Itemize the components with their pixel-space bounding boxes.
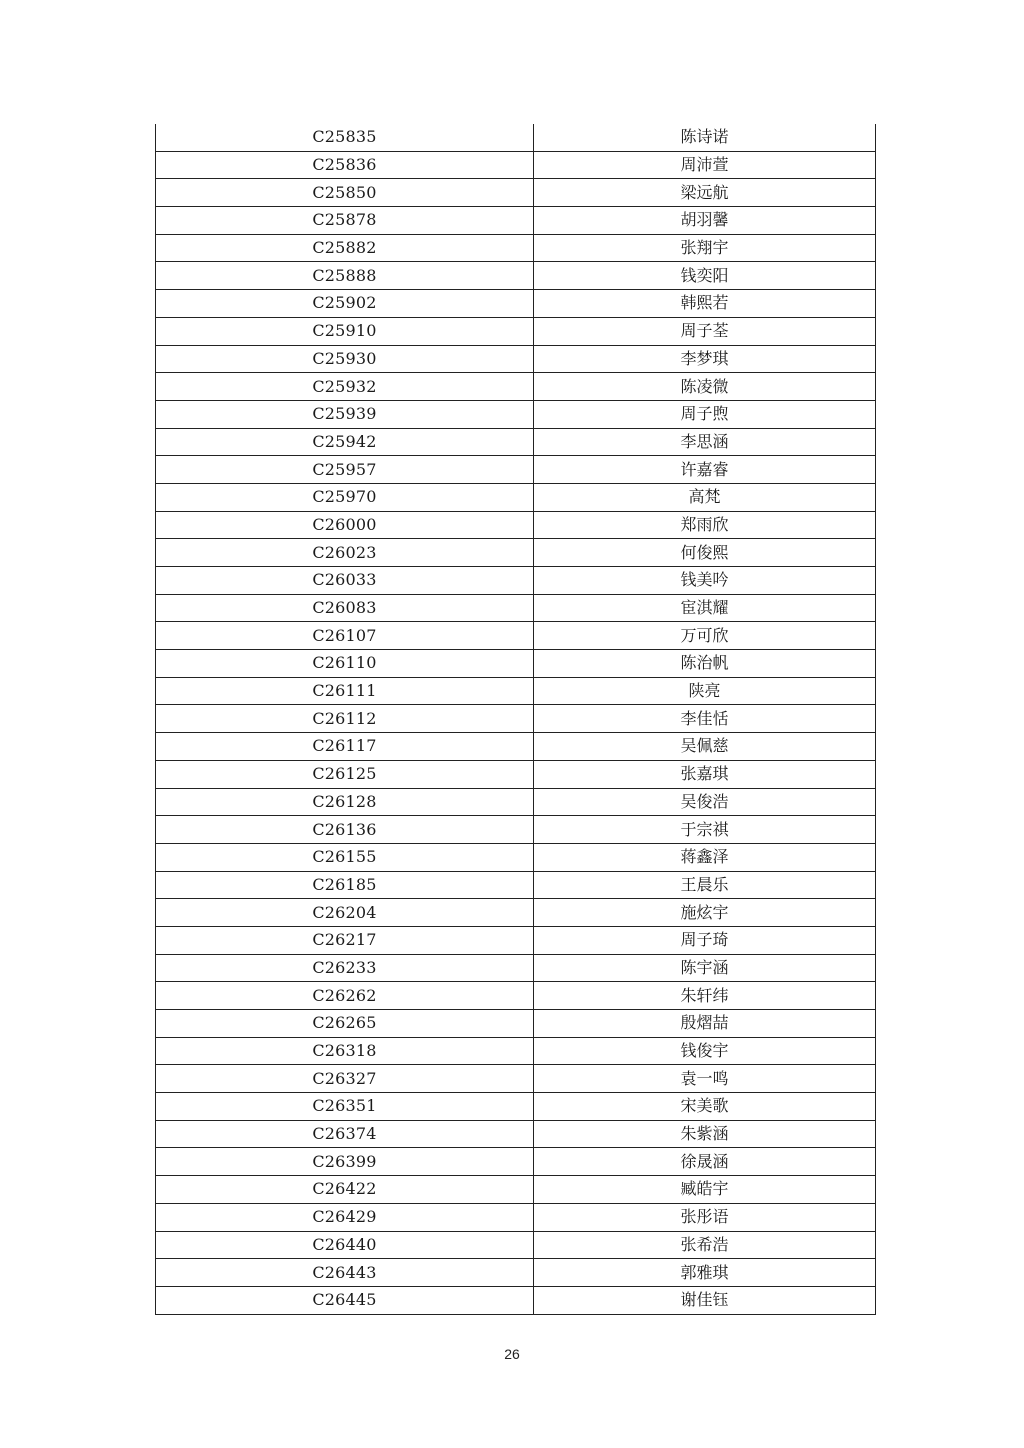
student-id-cell: C26117	[156, 733, 534, 761]
page-number: 26	[504, 1346, 520, 1362]
roster-table-body	[156, 124, 876, 1314]
student-name-cell: 臧皓宇	[534, 1176, 876, 1204]
table-row	[156, 1259, 876, 1287]
student-name-cell: 徐晟涵	[534, 1148, 876, 1176]
table-row	[156, 317, 876, 345]
table-row	[156, 234, 876, 262]
student-name-cell: 吴佩慈	[534, 733, 876, 761]
student-name-cell: 郭雅琪	[534, 1259, 876, 1287]
student-id-cell: C26033	[156, 567, 534, 595]
student-name-cell: 钱奕阳	[534, 262, 876, 290]
student-name-cell: 许嘉睿	[534, 456, 876, 484]
student-name-cell: 李思涵	[534, 428, 876, 456]
student-id-cell: C25878	[156, 207, 534, 235]
student-id-cell: C26445	[156, 1286, 534, 1314]
student-name-cell: 陈凌微	[534, 373, 876, 401]
student-id-cell: C26429	[156, 1203, 534, 1231]
student-name-cell: 施炫宇	[534, 899, 876, 927]
student-id-cell: C26112	[156, 705, 534, 733]
table-row	[156, 622, 876, 650]
table-row	[156, 1231, 876, 1259]
student-id-cell: C26374	[156, 1120, 534, 1148]
student-id-cell: C26110	[156, 650, 534, 678]
table-row	[156, 650, 876, 678]
table-row	[156, 456, 876, 484]
student-name-cell: 周子煦	[534, 400, 876, 428]
table-row	[156, 871, 876, 899]
table-row	[156, 400, 876, 428]
student-name-cell: 李佳恬	[534, 705, 876, 733]
student-name-cell: 朱轩纬	[534, 982, 876, 1010]
student-id-cell: C26351	[156, 1093, 534, 1121]
roster-table	[155, 124, 876, 1315]
student-name-cell: 王晨乐	[534, 871, 876, 899]
table-row	[156, 151, 876, 179]
table-row	[156, 1120, 876, 1148]
student-name-cell: 袁一鸣	[534, 1065, 876, 1093]
table-row	[156, 899, 876, 927]
student-id-cell: C26107	[156, 622, 534, 650]
student-id-cell: C25835	[156, 124, 534, 151]
student-name-cell: 胡羽馨	[534, 207, 876, 235]
student-id-cell: C25910	[156, 317, 534, 345]
student-id-cell: C25850	[156, 179, 534, 207]
student-id-cell: C25930	[156, 345, 534, 373]
student-id-cell: C25902	[156, 290, 534, 318]
table-row	[156, 539, 876, 567]
table-row	[156, 926, 876, 954]
student-name-cell: 殷熠喆	[534, 1010, 876, 1038]
table-row	[156, 290, 876, 318]
student-name-cell: 钱俊宇	[534, 1037, 876, 1065]
student-name-cell: 陈宇涵	[534, 954, 876, 982]
table-row	[156, 705, 876, 733]
student-name-cell: 周子荃	[534, 317, 876, 345]
student-name-cell: 张彤语	[534, 1203, 876, 1231]
student-name-cell: 张嘉琪	[534, 760, 876, 788]
table-row	[156, 207, 876, 235]
student-name-cell: 陈诗诺	[534, 124, 876, 151]
student-name-cell: 周子琦	[534, 926, 876, 954]
table-row	[156, 1148, 876, 1176]
table-row	[156, 760, 876, 788]
student-id-cell: C25882	[156, 234, 534, 262]
student-name-cell: 宋美歌	[534, 1093, 876, 1121]
student-name-cell: 陕亮	[534, 677, 876, 705]
table-row	[156, 511, 876, 539]
student-name-cell: 张希浩	[534, 1231, 876, 1259]
student-id-cell: C26318	[156, 1037, 534, 1065]
student-id-cell: C26185	[156, 871, 534, 899]
table-row	[156, 816, 876, 844]
student-id-cell: C26000	[156, 511, 534, 539]
student-id-cell: C26023	[156, 539, 534, 567]
table-row	[156, 594, 876, 622]
student-id-cell: C25957	[156, 456, 534, 484]
student-id-cell: C26440	[156, 1231, 534, 1259]
student-id-cell: C26327	[156, 1065, 534, 1093]
student-id-cell: C26265	[156, 1010, 534, 1038]
table-row	[156, 1203, 876, 1231]
table-row	[156, 982, 876, 1010]
student-name-cell: 周沛萱	[534, 151, 876, 179]
student-id-cell: C26262	[156, 982, 534, 1010]
student-name-cell: 吴俊浩	[534, 788, 876, 816]
student-id-cell: C25836	[156, 151, 534, 179]
table-row	[156, 373, 876, 401]
table-row	[156, 1010, 876, 1038]
student-name-cell: 谢佳钰	[534, 1286, 876, 1314]
student-name-cell: 蒋鑫泽	[534, 843, 876, 871]
student-id-cell: C26155	[156, 843, 534, 871]
student-name-cell: 钱美吟	[534, 567, 876, 595]
student-name-cell: 何俊熙	[534, 539, 876, 567]
student-id-cell: C26443	[156, 1259, 534, 1287]
student-id-cell: C26136	[156, 816, 534, 844]
table-row	[156, 1037, 876, 1065]
table-row	[156, 179, 876, 207]
student-name-cell: 高梵	[534, 483, 876, 511]
student-name-cell: 李梦琪	[534, 345, 876, 373]
table-row	[156, 677, 876, 705]
student-name-cell: 宦淇耀	[534, 594, 876, 622]
table-row	[156, 1093, 876, 1121]
table-row	[156, 1065, 876, 1093]
table-row	[156, 733, 876, 761]
student-id-cell: C26399	[156, 1148, 534, 1176]
student-name-cell: 朱紫涵	[534, 1120, 876, 1148]
student-id-cell: C25939	[156, 400, 534, 428]
student-name-cell: 张翔宇	[534, 234, 876, 262]
table-row	[156, 1176, 876, 1204]
student-name-cell: 郑雨欣	[534, 511, 876, 539]
student-id-cell: C25888	[156, 262, 534, 290]
table-row	[156, 954, 876, 982]
student-name-cell: 梁远航	[534, 179, 876, 207]
student-id-cell: C26083	[156, 594, 534, 622]
student-id-cell: C26204	[156, 899, 534, 927]
student-id-cell: C26422	[156, 1176, 534, 1204]
student-id-cell: C25932	[156, 373, 534, 401]
student-id-cell: C26217	[156, 926, 534, 954]
student-id-cell: C26125	[156, 760, 534, 788]
table-row	[156, 788, 876, 816]
table-row	[156, 483, 876, 511]
table-row	[156, 567, 876, 595]
student-id-cell: C26128	[156, 788, 534, 816]
table-row	[156, 124, 876, 151]
student-name-cell: 于宗祺	[534, 816, 876, 844]
table-row	[156, 843, 876, 871]
table-row	[156, 428, 876, 456]
student-name-cell: 万可欣	[534, 622, 876, 650]
student-id-cell: C26233	[156, 954, 534, 982]
student-name-cell: 陈治帆	[534, 650, 876, 678]
table-row	[156, 262, 876, 290]
student-id-cell: C25942	[156, 428, 534, 456]
table-row	[156, 1286, 876, 1314]
student-id-cell: C25970	[156, 483, 534, 511]
student-name-cell: 韩熙若	[534, 290, 876, 318]
student-id-cell: C26111	[156, 677, 534, 705]
table-row	[156, 345, 876, 373]
